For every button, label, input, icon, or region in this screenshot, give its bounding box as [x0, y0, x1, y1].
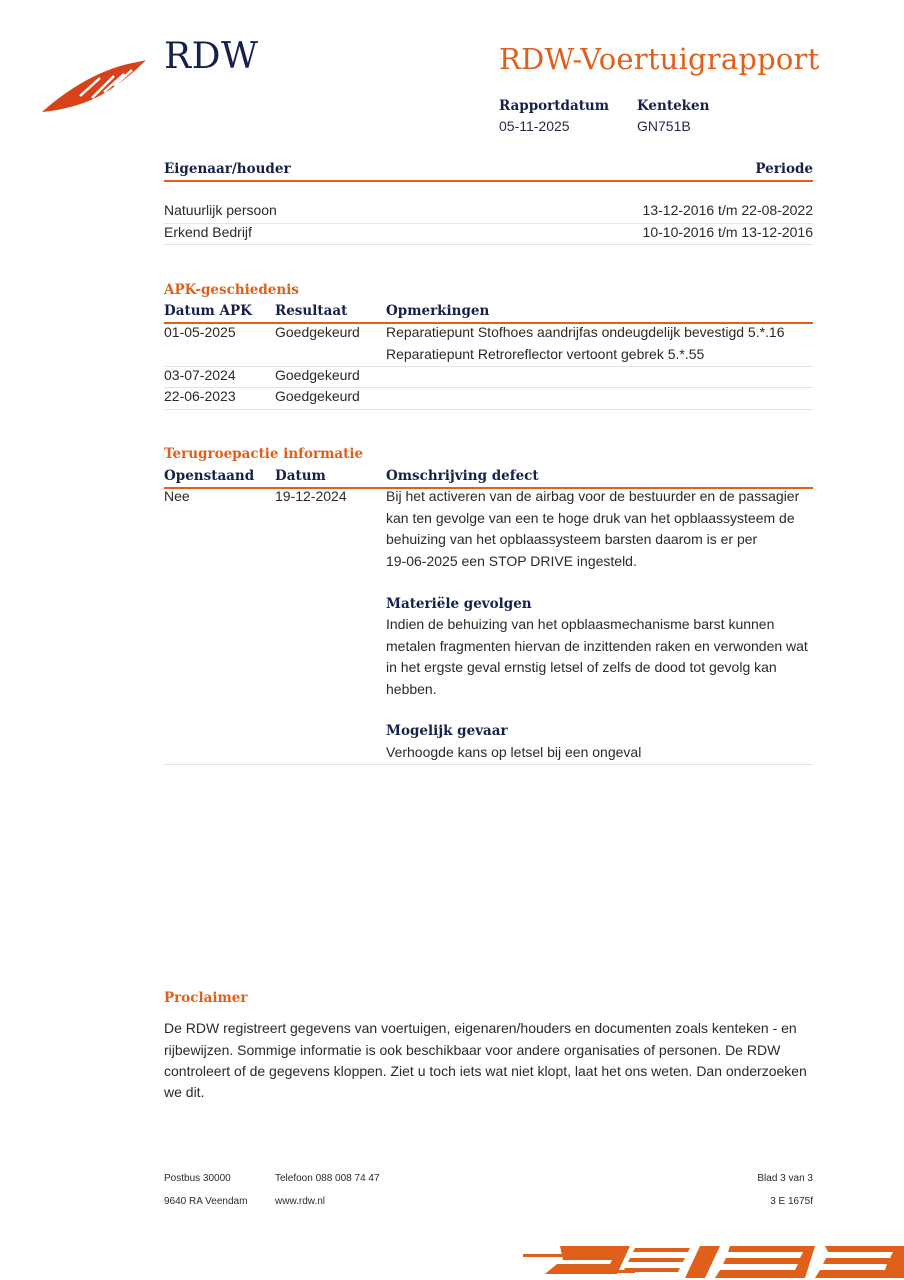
- period-column-header: Periode: [755, 161, 813, 177]
- owner-row-2-type: Erkend Bedrijf: [164, 224, 252, 240]
- plate-label: Kenteken: [637, 98, 710, 114]
- apk-section-title: APK-geschiedenis: [164, 282, 299, 298]
- owner-row-1-type: Natuurlijk persoon: [164, 202, 277, 218]
- apk-result-column-header: Resultaat: [275, 303, 348, 319]
- recall-description-line: behuizing van het opblaassysteem barsten daarom is er per: [386, 531, 758, 547]
- apk-row-1-remark-1: Reparatiepunt Stofhoes aandrijfas ondeugdelijk bevestigd 5.*.16: [386, 324, 785, 340]
- consequences-title: Materiële gevolgen: [386, 596, 532, 612]
- apk-row-1-result: Goedgekeurd: [275, 324, 360, 340]
- owner-row-2-period: 10-10-2016 t/m 13-12-2016: [642, 224, 813, 240]
- proclaimer-line: we dit.: [164, 1084, 205, 1100]
- consequences-line: hebben.: [386, 681, 437, 697]
- recall-description-line: Bij het activeren van de airbag voor de bestuurder en de passagier: [386, 488, 800, 504]
- proclaimer-line: controleert of de gegevens kloppen. Ziet u toch iets wat niet klopt, laat het ons weten. Dan onderzoeken: [164, 1063, 807, 1079]
- recall-section-title: Terugroepactie informatie: [164, 446, 364, 462]
- apk-date-column-header: Datum APK: [164, 303, 252, 319]
- footer-website-link[interactable]: www.rdw.nl: [275, 1196, 326, 1207]
- apk-row-2-result: Goedgekeurd: [275, 367, 360, 383]
- recall-date-value: 19-12-2024: [275, 488, 347, 504]
- report-date-label: Rapportdatum: [499, 98, 610, 114]
- recall-row-divider: [164, 764, 813, 765]
- recall-open-column-header: Openstaand: [164, 468, 255, 484]
- consequences-line: in het ergste geval ernstig letsel of zelfs de dood tot gevolg kan: [386, 659, 777, 675]
- danger-text: Verhoogde kans op letsel bij een ongeval: [386, 744, 642, 760]
- apk-row-3-result: Goedgekeurd: [275, 388, 360, 404]
- proclaimer-title: Proclaimer: [164, 990, 248, 1006]
- danger-title: Mogelijk gevaar: [386, 723, 508, 739]
- apk-row-2-date: 03-07-2024: [164, 367, 236, 383]
- document-title: RDW-Voertuigrapport: [499, 42, 820, 76]
- apk-row-divider: [164, 409, 813, 410]
- footer-city: 9640 RA Veendam: [164, 1196, 248, 1207]
- proclaimer-line: rijbewijzen. Sommige informatie is ook beschikbaar voor andere organisaties of personen. De RDW: [164, 1042, 781, 1058]
- owner-row-divider: [164, 244, 813, 245]
- recall-description-line: kan ten gevolge van een te hoge druk van het opblaassysteem de: [386, 510, 795, 526]
- recall-description-line: 19-06-2025 een STOP DRIVE ingesteld.: [386, 553, 637, 569]
- recall-date-column-header: Datum: [275, 468, 326, 484]
- apk-row-3-date: 22-06-2023: [164, 388, 236, 404]
- plate-number: GN751B: [637, 118, 691, 134]
- recall-open-value: Nee: [164, 488, 190, 504]
- footer-phone: Telefoon 088 008 74 47: [275, 1173, 380, 1184]
- footer-document-code: 3 E 1675f: [770, 1196, 813, 1207]
- owner-column-header: Eigenaar/houder: [164, 161, 291, 177]
- apk-row-divider: [164, 387, 813, 388]
- apk-row-divider: [164, 366, 813, 367]
- report-date: 05-11-2025: [499, 118, 570, 134]
- footer-page-number: Blad 3 van 3: [757, 1173, 813, 1184]
- proclaimer-line: De RDW registreert gegevens van voertuigen, eigenaren/houders en documenten zoals kenteken - en: [164, 1020, 797, 1036]
- footer-po-box: Postbus 30000: [164, 1173, 231, 1184]
- apk-row-1-date: 01-05-2025: [164, 324, 236, 340]
- consequences-line: metalen fragmenten hiervan de inzittenden raken en verwonden wat: [386, 638, 808, 654]
- apk-row-1-remark-2: Reparatiepunt Retroreflector vertoont gebrek 5.*.55: [386, 346, 705, 362]
- consequences-line: Indien de behuizing van het opblaasmechanisme barst kunnen: [386, 616, 775, 632]
- owner-row-1-period: 13-12-2016 t/m 22-08-2022: [642, 202, 813, 218]
- rdw-feather-logo-icon: [40, 56, 150, 116]
- owners-header-rule: [164, 180, 813, 182]
- orange-stripes-graphic-icon: [515, 1240, 904, 1280]
- recall-description-column-header: Omschrijving defect: [386, 468, 539, 484]
- apk-remarks-column-header: Opmerkingen: [386, 303, 490, 319]
- brand-name: RDW: [164, 36, 259, 77]
